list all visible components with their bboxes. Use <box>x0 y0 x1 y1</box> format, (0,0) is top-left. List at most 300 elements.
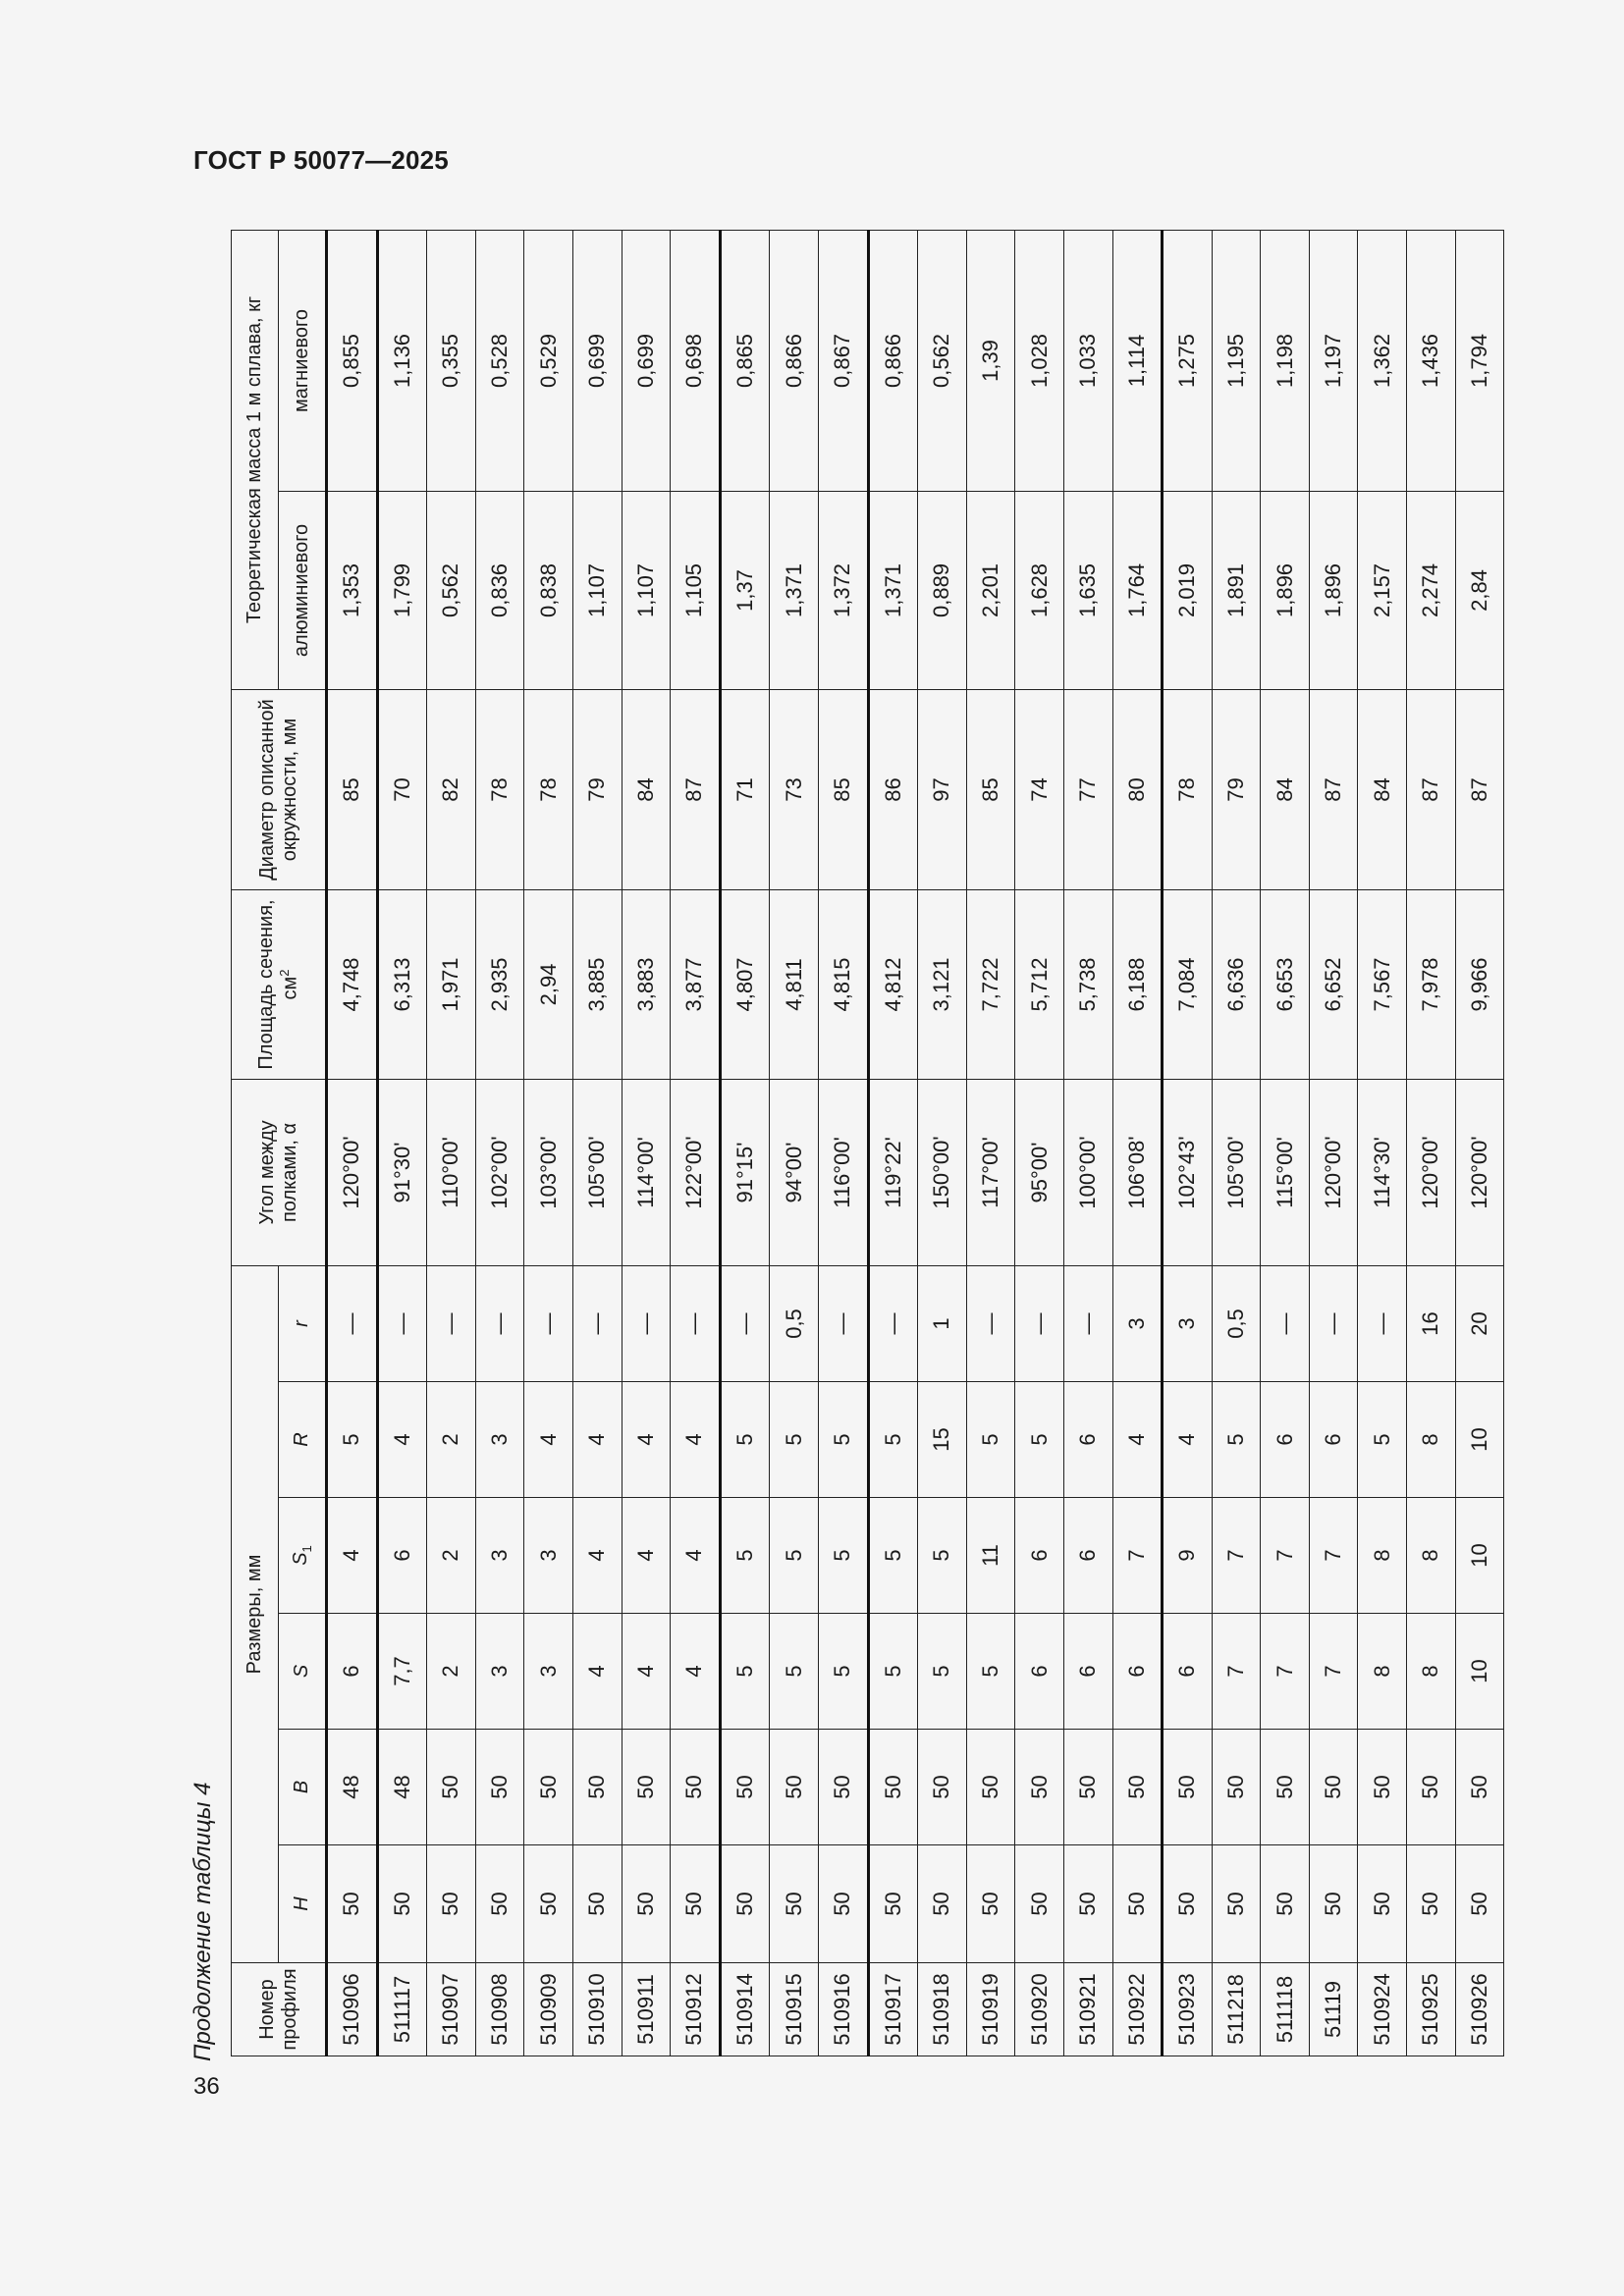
cell-area: 4,815 <box>818 889 868 1079</box>
cell-area: 7,978 <box>1407 889 1456 1079</box>
cell-area: 3,121 <box>918 889 967 1079</box>
cell-s: 6 <box>1163 1614 1213 1730</box>
cell-profile: 510921 <box>1063 1963 1112 2056</box>
cell-b: 48 <box>377 1730 427 1845</box>
table-row <box>671 230 721 2056</box>
cell-angle: 110°00' <box>427 1079 476 1265</box>
cell-diameter: 73 <box>770 689 819 889</box>
cell-angle: 94°00' <box>770 1079 819 1265</box>
cell-s: 4 <box>622 1614 671 1730</box>
cell-profile: 510916 <box>818 1963 868 2056</box>
cell-diameter: 79 <box>1212 689 1261 889</box>
cell-s: 3 <box>524 1614 573 1730</box>
cell-h: 50 <box>622 1845 671 1963</box>
cell-h: 50 <box>1063 1845 1112 1963</box>
cell-angle: 114°30' <box>1358 1079 1407 1265</box>
cell-r: 10 <box>1455 1382 1504 1498</box>
cell-h: 50 <box>770 1845 819 1963</box>
cell-r: — <box>1358 1265 1407 1381</box>
cell-angle: 91°15' <box>720 1079 770 1265</box>
table-row <box>1112 230 1163 2056</box>
cell-h: 50 <box>966 1845 1015 1963</box>
cell-r: 15 <box>918 1382 967 1498</box>
cell-r: — <box>622 1265 671 1381</box>
cell-h: 50 <box>1212 1845 1261 1963</box>
cell-r: — <box>1063 1265 1112 1381</box>
cell-mg: 1,198 <box>1261 230 1310 491</box>
cell-al: 1,371 <box>770 491 819 689</box>
table-row <box>1063 230 1112 2056</box>
cell-profile: 510907 <box>427 1963 476 2056</box>
cell-angle: 106°08' <box>1112 1079 1163 1265</box>
cell-r: — <box>966 1265 1015 1381</box>
cell-diameter: 87 <box>1455 689 1504 889</box>
cell-angle: 119°22' <box>868 1079 918 1265</box>
cell-mg: 1,362 <box>1358 230 1407 491</box>
cell-s1: 7 <box>1112 1498 1163 1614</box>
cell-angle: 120°00' <box>1407 1079 1456 1265</box>
cell-mg: 0,699 <box>622 230 671 491</box>
cell-s1: 4 <box>572 1498 622 1614</box>
cell-b: 50 <box>1212 1730 1261 1845</box>
cell-b: 50 <box>1063 1730 1112 1845</box>
cell-angle: 115°00' <box>1261 1079 1310 1265</box>
cell-area: 3,883 <box>622 889 671 1079</box>
cell-h: 50 <box>818 1845 868 1963</box>
cell-al: 1,799 <box>377 491 427 689</box>
table-row <box>868 230 918 2056</box>
header-s1 <box>279 1498 327 1614</box>
header-diameter: Диаметр описанной окружности, мм <box>232 689 327 889</box>
cell-s1: 6 <box>1015 1498 1064 1614</box>
cell-mg: 1,136 <box>377 230 427 491</box>
cell-profile: 510906 <box>327 1963 378 2056</box>
cell-s: 5 <box>918 1614 967 1730</box>
cell-area: 6,652 <box>1309 889 1358 1079</box>
cell-s: 3 <box>475 1614 524 1730</box>
cell-angle: 103°00' <box>524 1079 573 1265</box>
cell-area: 3,885 <box>572 889 622 1079</box>
header-s-label: S <box>291 1664 312 1679</box>
cell-s: 2 <box>427 1614 476 1730</box>
cell-b: 50 <box>622 1730 671 1845</box>
cell-s: 7 <box>1261 1614 1310 1730</box>
cell-al: 1,372 <box>818 491 868 689</box>
cell-r: — <box>671 1265 721 1381</box>
cell-h: 50 <box>1407 1845 1456 1963</box>
cell-r: 2 <box>427 1382 476 1498</box>
header-angle: Угол между полками, α <box>232 1079 327 1265</box>
cell-profile: 510919 <box>966 1963 1015 2056</box>
cell-profile: 510908 <box>475 1963 524 2056</box>
cell-b: 50 <box>1358 1730 1407 1845</box>
cell-profile: 510925 <box>1407 1963 1456 2056</box>
cell-s: 6 <box>1015 1614 1064 1730</box>
table-row <box>1407 230 1456 2056</box>
cell-r: 6 <box>1063 1382 1112 1498</box>
cell-angle: 105°00' <box>1212 1079 1261 1265</box>
cell-diameter: 70 <box>377 689 427 889</box>
cell-r: — <box>475 1265 524 1381</box>
cell-angle: 120°00' <box>327 1079 378 1265</box>
cell-r: — <box>720 1265 770 1381</box>
cell-al: 1,891 <box>1212 491 1261 689</box>
cell-mg: 1,028 <box>1015 230 1064 491</box>
cell-profile: 511118 <box>1261 1963 1310 2056</box>
cell-profile: 510910 <box>572 1963 622 2056</box>
table-row <box>966 230 1015 2056</box>
cell-diameter: 84 <box>1261 689 1310 889</box>
cell-s1: 5 <box>770 1498 819 1614</box>
cell-s: 4 <box>572 1614 622 1730</box>
cell-profile: 510926 <box>1455 1963 1504 2056</box>
cell-diameter: 78 <box>524 689 573 889</box>
cell-r: 8 <box>1407 1382 1456 1498</box>
cell-diameter: 78 <box>1163 689 1213 889</box>
cell-s1: 6 <box>377 1498 427 1614</box>
cell-h: 50 <box>524 1845 573 1963</box>
cell-mg: 0,528 <box>475 230 524 491</box>
cell-area: 6,313 <box>377 889 427 1079</box>
cell-al: 0,562 <box>427 491 476 689</box>
cell-al: 0,889 <box>918 491 967 689</box>
cell-al: 1,896 <box>1309 491 1358 689</box>
cell-area: 5,712 <box>1015 889 1064 1079</box>
cell-b: 50 <box>1112 1730 1163 1845</box>
cell-area: 4,748 <box>327 889 378 1079</box>
header-area-text: Площадь сечения, см <box>254 899 301 1070</box>
table-row <box>427 230 476 2056</box>
cell-b: 50 <box>720 1730 770 1845</box>
cell-r: — <box>327 1265 378 1381</box>
cell-profile: 510923 <box>1163 1963 1213 2056</box>
cell-r: 4 <box>524 1382 573 1498</box>
cell-r: 20 <box>1455 1265 1504 1381</box>
header-mass-group: Теоретическая масса 1 м сплава, кг <box>232 230 279 689</box>
header-b <box>279 1730 327 1845</box>
table-row <box>327 230 378 2056</box>
cell-r: — <box>868 1265 918 1381</box>
cell-al: 1,107 <box>622 491 671 689</box>
cell-mg: 1,39 <box>966 230 1015 491</box>
cell-area: 6,188 <box>1112 889 1163 1079</box>
cell-r: 6 <box>1261 1382 1310 1498</box>
cell-s1: 10 <box>1455 1498 1504 1614</box>
cell-profile: 510909 <box>524 1963 573 2056</box>
cell-r: — <box>572 1265 622 1381</box>
cell-diameter: 79 <box>572 689 622 889</box>
cell-h: 50 <box>475 1845 524 1963</box>
cell-profile: 511218 <box>1212 1963 1261 2056</box>
cell-b: 50 <box>868 1730 918 1845</box>
cell-h: 50 <box>427 1845 476 1963</box>
cell-profile: 510918 <box>918 1963 967 2056</box>
cell-s1: 2 <box>427 1498 476 1614</box>
cell-r: 5 <box>720 1382 770 1498</box>
cell-s1: 8 <box>1358 1498 1407 1614</box>
cell-angle: 116°00' <box>818 1079 868 1265</box>
cell-h: 50 <box>1455 1845 1504 1963</box>
cell-r: — <box>427 1265 476 1381</box>
table-row <box>818 230 868 2056</box>
cell-s: 6 <box>1112 1614 1163 1730</box>
cell-diameter: 97 <box>918 689 967 889</box>
cell-al: 2,019 <box>1163 491 1213 689</box>
cell-s: 5 <box>770 1614 819 1730</box>
cell-al: 0,836 <box>475 491 524 689</box>
header-mass-magnesium: магниевого <box>279 230 327 491</box>
cell-profile: 510922 <box>1112 1963 1163 2056</box>
cell-al: 1,635 <box>1063 491 1112 689</box>
cell-angle: 95°00' <box>1015 1079 1064 1265</box>
cell-r: 5 <box>1212 1382 1261 1498</box>
cell-b: 50 <box>770 1730 819 1845</box>
cell-diameter: 85 <box>327 689 378 889</box>
cell-profile: 51119 <box>1309 1963 1358 2056</box>
header-s1-label: S <box>289 1552 311 1566</box>
cell-s1: 3 <box>475 1498 524 1614</box>
cell-mg: 0,698 <box>671 230 721 491</box>
cell-h: 50 <box>572 1845 622 1963</box>
cell-angle: 102°00' <box>475 1079 524 1265</box>
header-mass-aluminum: алюминиевого <box>279 491 327 689</box>
cell-profile: 510917 <box>868 1963 918 2056</box>
cell-b: 50 <box>427 1730 476 1845</box>
cell-diameter: 85 <box>966 689 1015 889</box>
cell-angle: 120°00' <box>1309 1079 1358 1265</box>
cell-angle: 91°30' <box>377 1079 427 1265</box>
cell-area: 2,935 <box>475 889 524 1079</box>
cell-h: 50 <box>918 1845 967 1963</box>
cell-profile: 511117 <box>377 1963 427 2056</box>
cell-al: 1,37 <box>720 491 770 689</box>
cell-s1: 7 <box>1212 1498 1261 1614</box>
cell-b: 50 <box>475 1730 524 1845</box>
header-big-r <box>279 1382 327 1498</box>
cell-h: 50 <box>1309 1845 1358 1963</box>
cell-r: 6 <box>1309 1382 1358 1498</box>
cell-diameter: 80 <box>1112 689 1163 889</box>
cell-h: 50 <box>327 1845 378 1963</box>
cell-b: 50 <box>1455 1730 1504 1845</box>
cell-r: 3 <box>1163 1265 1213 1381</box>
cell-s1: 4 <box>327 1498 378 1614</box>
cell-mg: 1,794 <box>1455 230 1504 491</box>
cell-area: 7,567 <box>1358 889 1407 1079</box>
cell-al: 2,201 <box>966 491 1015 689</box>
document-header: ГОСТ Р 50077—2025 <box>193 145 449 175</box>
cell-s1: 7 <box>1261 1498 1310 1614</box>
header-sizes-group: Размеры, мм <box>232 1265 279 1962</box>
table-row <box>1212 230 1261 2056</box>
header-b-label: B <box>291 1780 312 1794</box>
cell-s: 7 <box>1309 1614 1358 1730</box>
cell-al: 1,105 <box>671 491 721 689</box>
table-row <box>1015 230 1064 2056</box>
cell-b: 50 <box>1163 1730 1213 1845</box>
cell-angle: 150°00' <box>918 1079 967 1265</box>
cell-mg: 1,197 <box>1309 230 1358 491</box>
table-row <box>1309 230 1358 2056</box>
table-row <box>770 230 819 2056</box>
cell-area: 3,877 <box>671 889 721 1079</box>
page-number: 36 <box>193 2073 220 2100</box>
header-small-r <box>279 1265 327 1381</box>
cell-s1: 4 <box>671 1498 721 1614</box>
table-row <box>475 230 524 2056</box>
cell-diameter: 77 <box>1063 689 1112 889</box>
header-profile-number: Номер профиля <box>232 1963 327 2056</box>
cell-area: 4,807 <box>720 889 770 1079</box>
cell-h: 50 <box>1358 1845 1407 1963</box>
cell-s: 6 <box>1063 1614 1112 1730</box>
cell-s1: 5 <box>918 1498 967 1614</box>
header-h <box>279 1845 327 1963</box>
cell-s: 6 <box>327 1614 378 1730</box>
cell-al: 1,353 <box>327 491 378 689</box>
cell-al: 2,84 <box>1455 491 1504 689</box>
cell-b: 50 <box>1261 1730 1310 1845</box>
cell-area: 6,636 <box>1212 889 1261 1079</box>
cell-r: 4 <box>572 1382 622 1498</box>
cell-angle: 102°43' <box>1163 1079 1213 1265</box>
cell-r: 5 <box>818 1382 868 1498</box>
cell-r: 16 <box>1407 1265 1456 1381</box>
cell-r: — <box>377 1265 427 1381</box>
cell-diameter: 84 <box>1358 689 1407 889</box>
cell-h: 50 <box>1015 1845 1064 1963</box>
cell-r: 5 <box>327 1382 378 1498</box>
cell-s: 5 <box>868 1614 918 1730</box>
cell-r: 5 <box>770 1382 819 1498</box>
cell-mg: 0,866 <box>868 230 918 491</box>
cell-mg: 0,529 <box>524 230 573 491</box>
cell-diameter: 85 <box>818 689 868 889</box>
cell-s: 5 <box>818 1614 868 1730</box>
cell-s: 7 <box>1212 1614 1261 1730</box>
cell-r: 4 <box>377 1382 427 1498</box>
cell-h: 50 <box>1261 1845 1310 1963</box>
cell-h: 50 <box>377 1845 427 1963</box>
cell-mg: 0,865 <box>720 230 770 491</box>
table-row <box>1261 230 1310 2056</box>
cell-mg: 0,866 <box>770 230 819 491</box>
table-row <box>720 230 770 2056</box>
cell-mg: 1,436 <box>1407 230 1456 491</box>
cell-s1: 3 <box>524 1498 573 1614</box>
cell-mg: 1,195 <box>1212 230 1261 491</box>
cell-b: 50 <box>1407 1730 1456 1845</box>
cell-diameter: 78 <box>475 689 524 889</box>
cell-r: 0,5 <box>1212 1265 1261 1381</box>
cell-r: 1 <box>918 1265 967 1381</box>
cell-s1: 8 <box>1407 1498 1456 1614</box>
cell-r: 5 <box>1358 1382 1407 1498</box>
header-small-r-label: r <box>291 1320 312 1327</box>
cell-diameter: 87 <box>1309 689 1358 889</box>
cell-s1: 4 <box>622 1498 671 1614</box>
header-s <box>279 1614 327 1730</box>
cell-mg: 1,275 <box>1163 230 1213 491</box>
table-row <box>524 230 573 2056</box>
table-body <box>327 230 1504 2056</box>
cell-r: 5 <box>1015 1382 1064 1498</box>
cell-area: 2,94 <box>524 889 573 1079</box>
cell-r: — <box>1309 1265 1358 1381</box>
cell-al: 2,157 <box>1358 491 1407 689</box>
cell-r: 3 <box>1112 1265 1163 1381</box>
cell-s: 8 <box>1358 1614 1407 1730</box>
cell-profile: 510914 <box>720 1963 770 2056</box>
cell-area: 4,812 <box>868 889 918 1079</box>
cell-profile: 510924 <box>1358 1963 1407 2056</box>
cell-area: 7,084 <box>1163 889 1213 1079</box>
cell-b: 50 <box>1015 1730 1064 1845</box>
header-s1-subscript: 1 <box>298 1545 314 1553</box>
cell-angle: 122°00' <box>671 1079 721 1265</box>
header-big-r-label: R <box>291 1432 312 1447</box>
cell-s: 8 <box>1407 1614 1456 1730</box>
cell-area: 9,966 <box>1455 889 1504 1079</box>
cell-r: 4 <box>671 1382 721 1498</box>
cell-s1: 6 <box>1063 1498 1112 1614</box>
cell-h: 50 <box>1112 1845 1163 1963</box>
cell-r: 3 <box>475 1382 524 1498</box>
cell-b: 50 <box>918 1730 967 1845</box>
cell-mg: 0,867 <box>818 230 868 491</box>
cell-profile: 510915 <box>770 1963 819 2056</box>
cell-s: 4 <box>671 1614 721 1730</box>
cell-al: 1,371 <box>868 491 918 689</box>
cell-r: 4 <box>1112 1382 1163 1498</box>
cell-mg: 0,699 <box>572 230 622 491</box>
cell-b: 50 <box>524 1730 573 1845</box>
cell-h: 50 <box>671 1845 721 1963</box>
cell-diameter: 84 <box>622 689 671 889</box>
cell-s: 5 <box>966 1614 1015 1730</box>
cell-al: 1,628 <box>1015 491 1064 689</box>
cell-r: — <box>1015 1265 1064 1381</box>
cell-r: 5 <box>868 1382 918 1498</box>
cell-s: 5 <box>720 1614 770 1730</box>
header-h-label: H <box>291 1896 312 1911</box>
table-row <box>1358 230 1407 2056</box>
cell-mg: 1,114 <box>1112 230 1163 491</box>
cell-angle: 105°00' <box>572 1079 622 1265</box>
cell-al: 0,838 <box>524 491 573 689</box>
table-row <box>572 230 622 2056</box>
cell-diameter: 74 <box>1015 689 1064 889</box>
cell-al: 1,896 <box>1261 491 1310 689</box>
cell-s1: 5 <box>720 1498 770 1614</box>
cell-b: 50 <box>1309 1730 1358 1845</box>
cell-h: 50 <box>868 1845 918 1963</box>
header-area <box>232 889 327 1079</box>
cell-profile: 510920 <box>1015 1963 1064 2056</box>
table-row <box>1455 230 1504 2056</box>
cell-al: 2,274 <box>1407 491 1456 689</box>
cell-area: 7,722 <box>966 889 1015 1079</box>
cell-b: 50 <box>818 1730 868 1845</box>
cell-profile: 510911 <box>622 1963 671 2056</box>
cell-diameter: 87 <box>671 689 721 889</box>
cell-b: 48 <box>327 1730 378 1845</box>
cell-b: 50 <box>572 1730 622 1845</box>
cell-r: — <box>1261 1265 1310 1381</box>
table-row <box>622 230 671 2056</box>
cell-diameter: 82 <box>427 689 476 889</box>
cell-al: 1,107 <box>572 491 622 689</box>
